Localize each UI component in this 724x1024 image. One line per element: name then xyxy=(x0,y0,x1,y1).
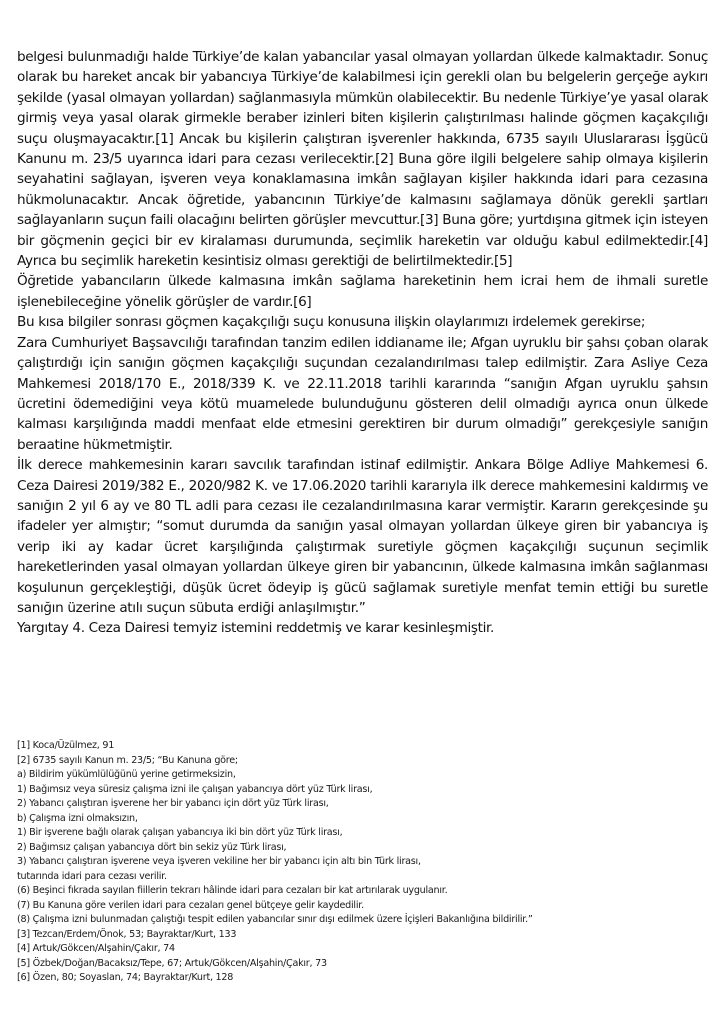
paragraph-transition: Bu kısa bilgiler sonrası göçmen kaçakçılığı suçu konusuna ilişkin olaylarımızı irdelemek gerekirse; xyxy=(17,314,646,331)
footnote-2-line: tutarında idari para cezası verilir. xyxy=(17,870,167,882)
footnote-6: [6] Özen, 80; Soyaslan, 74; Bayraktar/Kurt, 128 xyxy=(17,972,234,983)
footnote-2-line: (7) Bu Kanuna göre verilen idari para cezaları genel bütçeye gelir kaydedilir. xyxy=(17,899,364,911)
paragraph-appeal-decision: İlk derece mahkemesinin kararı savcılık tarafından istinaf edilmiştir. Ankara Bölge Adliye Mahkemesi 6. Ceza Dairesi 2019/382 E., 2020/982 K. ve 17.06.2020 tarihli kararıyla ilk derece mahkemesini kaldırmış ve sanığın 2 yıl 6 ay ve 80 TL adli para cezası ile cezalandırılmasına karar vermiştir. Kararın gerekçesinde şu ifadeler yer almıştır; “somut durumda da sanığın yasal olmayan yollardan ülkeye giren bir yabancıya iş verip iki ay kadar ücret karşılığında çalıştırmak suretiyle göçmen kaçakçılığı suçunun seçimlik hareketlerinden yasal olmayan yollardan ülkeye giren bir yabancının, ülkede kalmasına imkân sağlanması koşulunun gerçekleştiği, düşük ücret ödeyip iş gücü sağlamak suretiyle menfat temin ettiği bu suretle sanığın üzerine atılı suçun sübuta erdiği anlaşılmıştır.” xyxy=(17,457,708,616)
footnote-2: [2] 6735 sayılı Kanun m. 23/5; “Bu Kanuna göre; xyxy=(17,754,238,766)
footnotes-section xyxy=(17,739,708,986)
footnote-3: [3] Tezcan/Erdem/Önok, 53; Bayraktar/Kurt, 133 xyxy=(17,928,237,940)
footnote-2-line: (8) Çalışma izni bulunmadan çalıştığı tespit edilen yabancılar sınır dışı edilmek üzere İçişleri Bakanlığına bildirilir.” xyxy=(17,914,533,925)
paragraph-doctrine-omission: Öğretide yabancıların ülkede kalmasına imkân sağlama hareketinin hem icrai hem de ihmali suretle işlenebileceğine yönelik görüşler de vardır.[6] xyxy=(17,273,708,310)
footnote-2-line: a) Bildirim yükümlülüğünü yerine getirmeksizin, xyxy=(17,769,236,780)
document-body xyxy=(17,47,708,639)
footnote-2-line: 2) Yabancı çalıştıran işverene her bir yabancı için dört yüz Türk lirası, xyxy=(17,798,329,809)
footnote-2-line: (6) Beşinci fıkrada sayılan fiillerin tekrarı hâlinde idari para cezaları bir kat artırılarak uygulanır. xyxy=(17,885,448,896)
footnote-2-line: 1) Bağımsız veya süresiz çalışma izni ile çalışan yabancıya dört yüz Türk lirası, xyxy=(17,783,373,795)
footnote-1: [1] Koca/Üzülmez, 91 xyxy=(17,740,115,751)
footnote-2-line: 3) Yabancı çalıştıran işverene veya işveren vekiline her bir yabancı için altı bin Türk lirası, xyxy=(17,856,421,867)
paragraph-supreme-court: Yargıtay 4. Ceza Dairesi temyiz istemini reddetmiş ve karar kesinleşmiştir. xyxy=(17,620,494,637)
footnote-4: [4] Artuk/Gökcen/Alşahin/Çakır, 74 xyxy=(17,943,175,954)
document-page xyxy=(17,47,708,639)
paragraph-legal-analysis: belgesi bulunmadığı halde Türkiye’de kalan yabancılar yasal olmayan yollardan ülkede kalmaktadır. Sonuç olarak bu hareket ancak bir yabancıya Türkiye’de kalabilmesi için gerekli olan bu belgelerin gerçeğe aykırı şekilde (yasal olmayan yollardan) sağlanmasıyla mümkün olabilecektir. Bu nedenle Türkiye’ye yasal olarak girmiş veya yasal olarak girmekle beraber izinleri biten kişilerin çalıştırılması halinde göçmen kaçakçılığı suçu oluşmayacaktır.[1] Ancak bu kişilerin çalıştıran işverenler hakkında, 6735 sayılı Uluslararası İşgücü Kanunu m. 23/5 uyarınca idari para cezası verilecektir.[2] Buna göre ilgili belgelere sahip olmaya kişilerin seyahatini sağlayan, işveren veya konaklamasına imkân sağlayan kişiler hakkında idari para cezasına hükmolunacaktır. Ancak öğretide, yabancının Türkiye’de kalmasını sağlamaya dönük gerekli şartları sağlayanların suçun faili olacağını belirten görüşler mevcuttur.[3] Buna göre; yurtdışına gitmek için isteyen bir göçmenin geçici bir ev kiralaması durumunda, seçimlik hareketin var olduğu kabul edilmektedir.[4] Ayrıca bu seçimlik hareketin kesintisiz olması gerektiği de belirtilmektedir.[5] xyxy=(17,49,708,270)
paragraph-first-instance-case: Zara Cumhuriyet Başsavcılığı tarafından tanzim edilen iddianame ile; Afgan uyruklu bir şahsı çoban olarak çalıştırdığı için sanığın göçmen kaçakçılığı suçundan cezalandırılması talep edilmiştir. Zara Asliye Ceza Mahkemesi 2018/170 E., 2018/339 K. ve 22.11.2018 tarihli kararında “sanığın Afgan uyruklu şahsın ücretini ödemediğini veya kötü muamelede bulunduğunu gösteren delil olmadığı ayrıca onun ülkede kalması karşılığında maddi menfaat elde etmesini gerektiren bir durum olmadığı” gerekçesiyle sanığın beraatine hükmetmiştir. xyxy=(17,334,708,453)
footnote-5: [5] Özbek/Doğan/Bacaksız/Tepe, 67; Artuk/Gökcen/Alşahin/Çakır, 73 xyxy=(17,957,327,969)
footnote-2-line: 2) Bağımsız çalışan yabancıya dört bin sekiz yüz Türk lirası, xyxy=(17,841,287,853)
footnote-2-line: b) Çalışma izni olmaksızın, xyxy=(17,812,138,824)
footnote-2-line: 1) Bir işverene bağlı olarak çalışan yabancıya iki bin dört yüz Türk lirası, xyxy=(17,827,343,838)
